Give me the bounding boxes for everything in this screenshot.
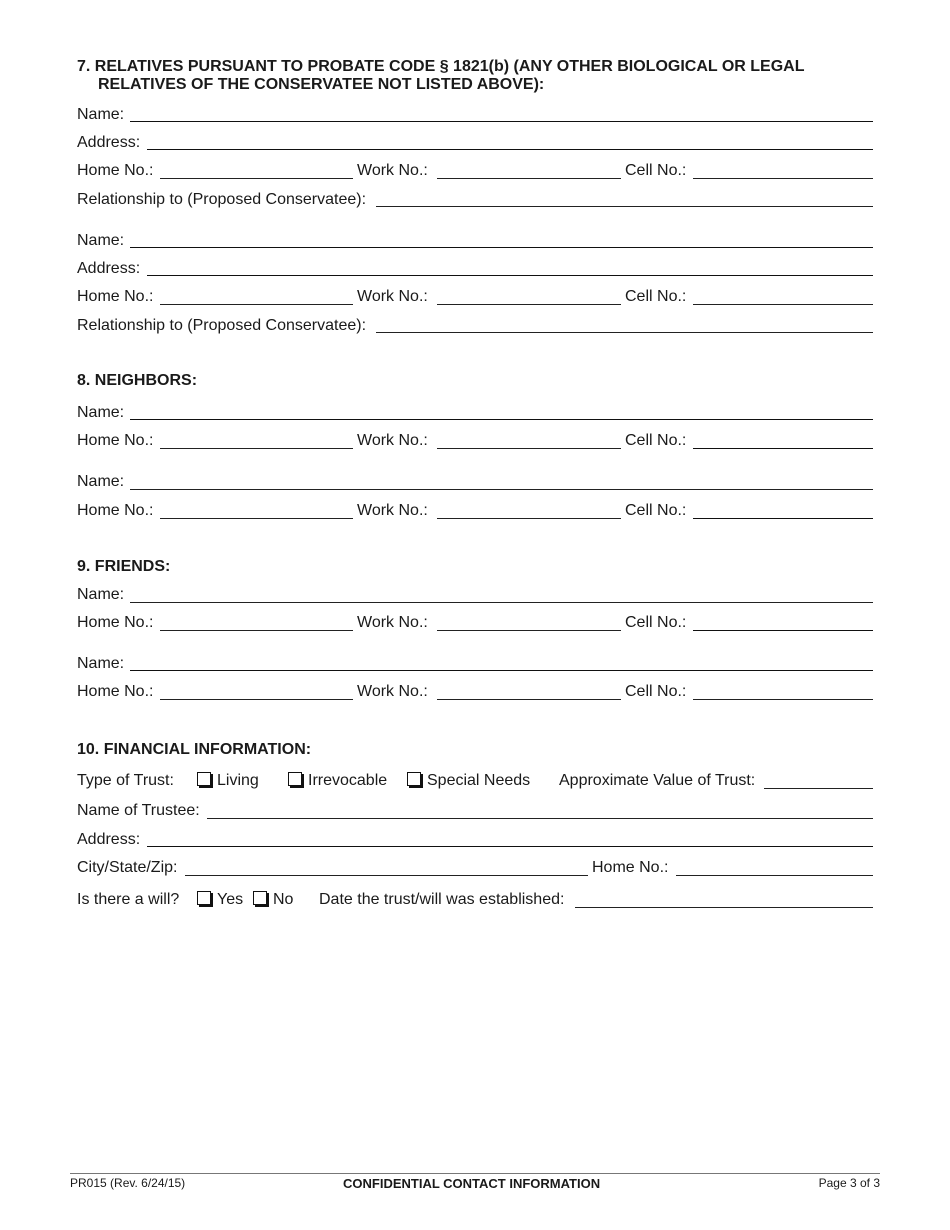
trust-option-irrevocable[interactable] — [288, 772, 387, 790]
friend-1-cell-line — [693, 630, 873, 631]
friend-2-work-label: Work No.: — [357, 683, 428, 700]
footer-title: CONFIDENTIAL CONTACT INFORMATION — [343, 1176, 601, 1191]
section-10-heading: 10. FINANCIAL INFORMATION: — [77, 741, 312, 758]
relative-1-home-label: Home No.: — [77, 162, 154, 179]
relative-2-home-line — [160, 304, 353, 305]
friend-1-cell-label: Cell No.: — [625, 614, 687, 631]
relative-2-address-label: Address: — [77, 260, 141, 277]
friend-2-home-line — [160, 699, 353, 700]
trust-address-label: Address: — [77, 831, 141, 848]
approx-value-line — [764, 788, 873, 789]
footer-form-id: PR015 (Rev. 6/24/15) — [70, 1176, 186, 1190]
friend-2-home-input[interactable] — [162, 681, 354, 699]
neighbor-1-home-input[interactable] — [162, 430, 354, 448]
friend-1-work-input[interactable] — [439, 612, 621, 630]
neighbor-2-name-line — [130, 489, 873, 490]
neighbor-2-name-label: Name: — [77, 473, 125, 490]
neighbor-1-home-label: Home No.: — [77, 432, 154, 449]
footer-page-number: Page 3 of 3 — [818, 1176, 880, 1190]
neighbor-2-work-label: Work No.: — [357, 502, 428, 519]
city-state-zip-input[interactable] — [187, 857, 589, 875]
neighbor-1-home-line — [160, 448, 353, 449]
will-label: Is there a will? — [77, 891, 180, 908]
living-checkbox[interactable] — [197, 772, 211, 786]
friend-2-cell-input[interactable] — [695, 681, 874, 699]
neighbor-1-work-input[interactable] — [439, 430, 621, 448]
friend-1-cell-input[interactable] — [695, 612, 874, 630]
date-established-line — [575, 907, 873, 908]
relative-2-address-input[interactable] — [149, 257, 873, 275]
neighbor-1-name-label: Name: — [77, 404, 125, 421]
relative-1-name-line — [130, 121, 873, 122]
trust-option-special-needs[interactable] — [407, 772, 530, 790]
relative-2-name-line — [130, 247, 873, 248]
friend-1-home-input[interactable] — [162, 612, 354, 630]
friend-1-name-line — [130, 602, 873, 603]
friend-1-home-label: Home No.: — [77, 614, 154, 631]
yes-checkbox[interactable] — [197, 891, 211, 905]
trust-home-line — [676, 875, 873, 876]
neighbor-1-name-line — [130, 419, 873, 420]
neighbor-2-cell-label: Cell No.: — [625, 502, 687, 519]
special-needs-label: Special Needs — [427, 772, 531, 789]
relative-2-relationship-input[interactable] — [378, 314, 874, 332]
trustee-line — [207, 818, 873, 819]
relative-2-cell-input[interactable] — [695, 286, 874, 304]
relative-1-cell-input[interactable] — [695, 160, 874, 178]
neighbor-1-cell-label: Cell No.: — [625, 432, 687, 449]
relative-2-work-line — [437, 304, 621, 305]
relative-1-home-input[interactable] — [162, 160, 354, 178]
relative-1-home-line — [160, 178, 353, 179]
section-7-heading-line-1: 7. RELATIVES PURSUANT TO PROBATE CODE § 1821(b) (ANY OTHER BIOLOGICAL OR LEGAL — [77, 58, 805, 75]
friend-2-name-input[interactable] — [132, 652, 874, 670]
friend-1-name-label: Name: — [77, 586, 125, 603]
yes-label: Yes — [217, 891, 244, 908]
relative-1-relationship-line — [376, 206, 873, 207]
trust-option-living[interactable] — [197, 772, 259, 790]
friend-2-work-line — [437, 699, 621, 700]
trust-address-line — [147, 846, 873, 847]
irrevocable-label: Irrevocable — [308, 772, 388, 789]
relative-2-name-label: Name: — [77, 232, 125, 249]
friend-1-work-label: Work No.: — [357, 614, 428, 631]
relative-1-address-line — [147, 149, 873, 150]
will-option-no[interactable] — [253, 891, 293, 909]
neighbor-2-cell-line — [693, 518, 873, 519]
relative-1-work-line — [437, 178, 621, 179]
no-checkbox[interactable] — [253, 891, 267, 905]
approx-value-input[interactable] — [766, 770, 874, 788]
section-8-heading: 8. NEIGHBORS: — [77, 372, 198, 389]
irrevocable-checkbox[interactable] — [288, 772, 302, 786]
trust-home-label: Home No.: — [592, 859, 669, 876]
friend-2-work-input[interactable] — [439, 681, 621, 699]
relative-2-relationship-label: Relationship to (Proposed Conservatee): — [77, 317, 367, 334]
neighbor-1-work-label: Work No.: — [357, 432, 428, 449]
neighbor-2-cell-input[interactable] — [695, 500, 874, 518]
neighbor-2-work-line — [437, 518, 621, 519]
relative-1-work-label: Work No.: — [357, 162, 428, 179]
friend-2-cell-line — [693, 699, 873, 700]
neighbor-1-cell-input[interactable] — [695, 430, 874, 448]
relative-2-home-input[interactable] — [162, 286, 354, 304]
relative-2-relationship-line — [376, 332, 873, 333]
relative-1-work-input[interactable] — [439, 160, 621, 178]
friend-2-home-label: Home No.: — [77, 683, 154, 700]
neighbor-2-home-line — [160, 518, 353, 519]
relative-1-name-input[interactable] — [132, 103, 874, 121]
trustee-label: Name of Trustee: — [77, 802, 200, 819]
approx-value-label: Approximate Value of Trust: — [559, 772, 756, 789]
date-established-input[interactable] — [577, 889, 874, 907]
relative-2-cell-label: Cell No.: — [625, 288, 687, 305]
neighbor-2-home-label: Home No.: — [77, 502, 154, 519]
trust-address-input[interactable] — [149, 828, 873, 846]
relative-1-cell-line — [693, 178, 873, 179]
friend-1-name-input[interactable] — [132, 584, 874, 602]
neighbor-1-cell-line — [693, 448, 873, 449]
city-state-zip-line — [185, 875, 588, 876]
neighbor-1-name-input[interactable] — [132, 401, 874, 419]
relative-1-cell-label: Cell No.: — [625, 162, 687, 179]
special-needs-checkbox[interactable] — [407, 772, 421, 786]
relative-1-address-label: Address: — [77, 134, 141, 151]
date-established-label: Date the trust/will was established: — [319, 891, 565, 908]
neighbor-2-name-input[interactable] — [132, 471, 874, 489]
relative-1-name-label: Name: — [77, 106, 125, 123]
relative-2-home-label: Home No.: — [77, 288, 154, 305]
friend-2-cell-label: Cell No.: — [625, 683, 687, 700]
no-label: No — [273, 891, 294, 908]
neighbor-2-home-input[interactable] — [162, 500, 354, 518]
footer-rule — [70, 1173, 880, 1174]
friend-2-name-line — [130, 670, 873, 671]
relative-2-name-input[interactable] — [132, 229, 874, 247]
trustee-input[interactable] — [209, 800, 873, 818]
friend-1-home-line — [160, 630, 353, 631]
relative-2-address-line — [147, 275, 873, 276]
friend-2-name-label: Name: — [77, 655, 125, 672]
section-9-heading: 9. FRIENDS: — [77, 558, 171, 575]
city-state-zip-label: City/State/Zip: — [77, 859, 178, 876]
relative-2-cell-line — [693, 304, 873, 305]
section-7-heading-line-2: RELATIVES OF THE CONSERVATEE NOT LISTED ABOVE): — [98, 76, 545, 93]
will-option-yes[interactable] — [197, 891, 243, 909]
friend-1-work-line — [437, 630, 621, 631]
trust-home-input[interactable] — [678, 857, 874, 875]
relative-2-work-input[interactable] — [439, 286, 621, 304]
neighbor-1-work-line — [437, 448, 621, 449]
living-label: Living — [217, 772, 259, 789]
relative-1-relationship-input[interactable] — [378, 188, 874, 206]
neighbor-2-work-input[interactable] — [439, 500, 621, 518]
type-of-trust-label: Type of Trust: — [77, 772, 174, 789]
relative-1-address-input[interactable] — [149, 131, 873, 149]
relative-1-relationship-label: Relationship to (Proposed Conservatee): — [77, 191, 367, 208]
relative-2-work-label: Work No.: — [357, 288, 428, 305]
